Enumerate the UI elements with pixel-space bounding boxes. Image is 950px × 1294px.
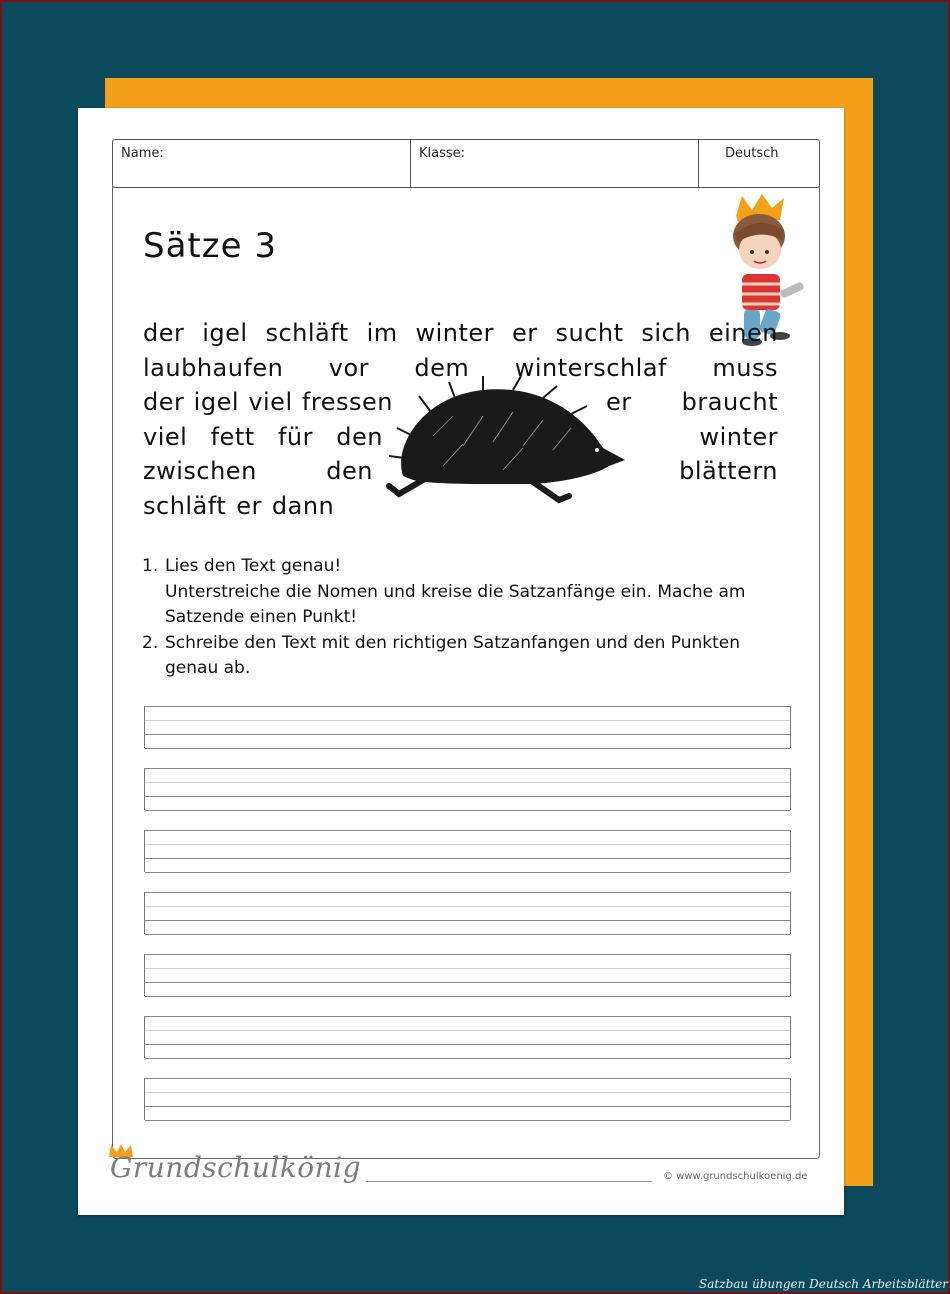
task-text	[165, 554, 762, 631]
ruling-line	[145, 858, 790, 859]
story-word: dann	[271, 491, 335, 520]
ruling-line	[145, 830, 790, 831]
story-word: igel	[202, 319, 248, 347]
ruling-line	[145, 720, 790, 721]
task-text-line: genau ab.	[165, 658, 251, 678]
story-word: igel	[193, 388, 240, 417]
ruling-line	[145, 1120, 790, 1121]
story-word: den	[336, 422, 383, 451]
story-word: winter	[699, 422, 778, 451]
story-word: fressen	[301, 388, 393, 417]
ruling-line	[145, 1016, 790, 1017]
story-word: der	[143, 319, 185, 347]
klasse-label: Klasse:	[419, 146, 466, 161]
writing-line[interactable]	[144, 706, 791, 748]
ruling-line	[145, 844, 790, 845]
story-word: winterschlaf	[514, 353, 667, 382]
story-word: viel	[248, 388, 293, 417]
story-word: einen	[708, 319, 778, 347]
story-word: im	[366, 319, 398, 347]
writing-line[interactable]	[144, 892, 791, 934]
writing-line[interactable]	[144, 1078, 791, 1120]
ruling-line	[145, 1092, 790, 1093]
story-word: zwischen	[143, 457, 257, 486]
ruling-line	[145, 1044, 790, 1045]
ruling-line	[145, 734, 790, 735]
ruling-line	[145, 748, 790, 749]
worksheet-header	[112, 139, 820, 188]
brand-logo: Grundschulkönig	[110, 1151, 362, 1184]
story-word: schläft	[143, 491, 227, 520]
task-text-line: Lies den Text genau!	[165, 556, 342, 576]
ruling-line	[145, 982, 790, 983]
ruling-line	[145, 1030, 790, 1031]
ruling-line	[145, 810, 790, 811]
task-number: 2.	[142, 632, 159, 653]
story-word: winter	[415, 319, 495, 347]
name-label: Name:	[121, 146, 164, 161]
writing-line[interactable]	[144, 830, 791, 872]
task-text-line: Satzende einen Punkt!	[165, 607, 358, 627]
story-word: laubhaufen	[143, 353, 284, 382]
story-word: muss	[712, 353, 778, 382]
copyright-text: © www.grundschulkoenig.de	[663, 1171, 808, 1182]
story-word: vor	[328, 353, 370, 382]
story-line-1	[143, 316, 778, 351]
task-item-2	[142, 631, 762, 682]
story-word: er	[511, 319, 538, 347]
writing-line[interactable]	[144, 954, 791, 996]
ruling-line	[145, 934, 790, 935]
ruling-line	[145, 782, 790, 783]
ruling-line	[145, 1078, 790, 1079]
image-caption: Satzbau übungen Deutsch Arbeitsblätter	[699, 1277, 948, 1291]
ruling-line	[145, 872, 790, 873]
story-word: fett	[210, 422, 255, 451]
ruling-line	[145, 1106, 790, 1107]
ruling-line	[145, 954, 790, 955]
klasse-field[interactable]	[411, 140, 699, 187]
story-word: blättern	[679, 457, 778, 486]
task-text-line: Unterstreiche die Nomen und kreise die Satzanfänge ein. Mache am	[165, 581, 746, 602]
task-number: 1.	[142, 556, 159, 576]
story-word: er	[236, 491, 262, 520]
story-word: braucht	[681, 388, 778, 417]
subject-label: Deutsch	[725, 146, 779, 161]
ruling-line	[145, 996, 790, 997]
name-field[interactable]	[113, 140, 411, 187]
story-word: für	[277, 422, 313, 451]
ruling-line	[145, 892, 790, 893]
ruling-line	[145, 1058, 790, 1059]
story-word: viel	[143, 422, 188, 451]
task-list	[142, 554, 762, 682]
worksheet-page	[78, 108, 844, 1215]
story-word: sucht	[555, 319, 624, 347]
ruling-line	[145, 906, 790, 907]
task-item-1	[142, 554, 762, 631]
worksheet-title: Sätze 3	[143, 226, 277, 266]
story-word: schläft	[265, 319, 349, 347]
ruling-line	[145, 796, 790, 797]
ruling-line	[145, 968, 790, 969]
story-word: der	[143, 388, 185, 417]
writing-line[interactable]	[144, 1016, 791, 1058]
story-word: sich	[641, 319, 691, 347]
ruling-line	[145, 920, 790, 921]
task-text	[165, 631, 762, 682]
ruling-line	[145, 768, 790, 769]
hedgehog-illustration	[383, 376, 628, 508]
subject-field	[699, 140, 819, 187]
task-text-line: Schreibe den Text mit den richtigen Satzanfangen und den Punkten	[165, 632, 741, 653]
writing-line[interactable]	[144, 768, 791, 810]
story-word: dem	[414, 353, 470, 382]
story-word: den	[326, 457, 373, 486]
story-word: er	[606, 388, 632, 417]
footer-divider	[366, 1181, 652, 1182]
ruling-line	[145, 706, 790, 707]
